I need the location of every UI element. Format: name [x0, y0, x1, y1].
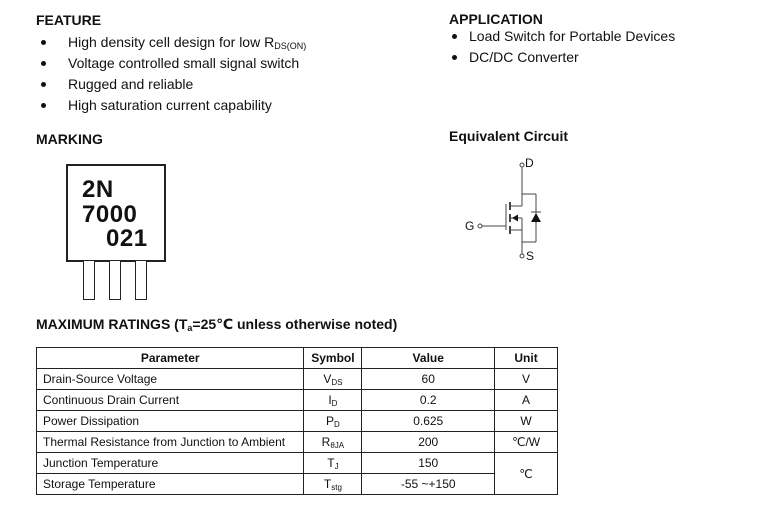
list-item: Voltage controlled small signal switch: [36, 53, 306, 74]
unit-cell: ℃/W: [495, 432, 558, 453]
bullet-icon: [41, 103, 46, 108]
marking-line-1: 2N: [82, 176, 114, 203]
feature-list: [36, 32, 306, 116]
marking-heading: MARKING: [36, 131, 103, 147]
unit-cell: V: [495, 369, 558, 390]
value-cell: -55 ~+150: [362, 474, 495, 495]
symbol-cell: $R_{\theta JA}$: [304, 432, 362, 453]
symbol-cell: $V_{DS}$: [304, 369, 362, 390]
package-pin: [83, 260, 95, 300]
symbol-cell: $I_D$: [304, 390, 362, 411]
column-header: Parameter: [37, 348, 304, 369]
package-pin: [109, 260, 121, 300]
column-header: Value: [362, 348, 495, 369]
table-row: [37, 453, 558, 474]
source-label: S: [526, 249, 535, 263]
symbol-cell: $T_J$: [304, 453, 362, 474]
bullet-icon: [452, 34, 457, 39]
table-row: [37, 432, 558, 453]
unit-cell: A: [495, 390, 558, 411]
list-item: High density cell design for low $R_{DS(ON)}$: [36, 32, 306, 53]
parameter-cell: Thermal Resistance from Junction to Ambient: [37, 432, 304, 453]
table-row: [37, 474, 558, 495]
value-cell: 200: [362, 432, 495, 453]
value-cell: 0.2: [362, 390, 495, 411]
bullet-icon: [452, 55, 457, 60]
unit-cell: W: [495, 411, 558, 432]
parameter-cell: Storage Temperature: [37, 474, 304, 495]
column-header: Symbol: [304, 348, 362, 369]
list-item: Rugged and reliable: [36, 74, 306, 95]
package-marking: [66, 164, 166, 262]
value-cell: 60: [362, 369, 495, 390]
symbol-cell: $P_D$: [304, 411, 362, 432]
package-pin: [135, 260, 147, 300]
list-item: High saturation current capability: [36, 95, 306, 116]
feature-heading: FEATURE: [36, 12, 102, 28]
marking-line-2: 7000: [82, 201, 138, 228]
parameter-cell: Junction Temperature: [37, 453, 304, 474]
bullet-icon: [41, 82, 46, 87]
parameter-cell: Drain-Source Voltage: [37, 369, 304, 390]
table-row: [37, 390, 558, 411]
bullet-icon: [41, 40, 46, 45]
ratings-table: [36, 347, 558, 495]
list-item: Load Switch for Portable Devices: [449, 26, 675, 47]
table-row: [37, 411, 558, 432]
unit-cell: ℃: [495, 453, 558, 495]
column-header: Unit: [495, 348, 558, 369]
application-heading: APPLICATION: [449, 11, 543, 27]
bullet-icon: [41, 61, 46, 66]
drain-label: D: [525, 156, 534, 170]
mosfet-schematic: [458, 152, 558, 267]
ratings-heading: MAXIMUM RATINGS ($T_a=25℃$ unless otherwise noted): [36, 316, 398, 333]
circuit-heading: Equivalent Circuit: [449, 128, 569, 144]
table-row: [37, 369, 558, 390]
parameter-cell: Power Dissipation: [37, 411, 304, 432]
table-header-row: [37, 348, 558, 369]
symbol-cell: $T_{stg}$: [304, 474, 362, 495]
application-list: [449, 26, 675, 68]
value-cell: 0.625: [362, 411, 495, 432]
parameter-cell: Continuous Drain Current: [37, 390, 304, 411]
gate-label: G: [465, 219, 475, 233]
marking-line-3: 021: [106, 225, 148, 252]
list-item: DC/DC Converter: [449, 47, 675, 68]
value-cell: 150: [362, 453, 495, 474]
